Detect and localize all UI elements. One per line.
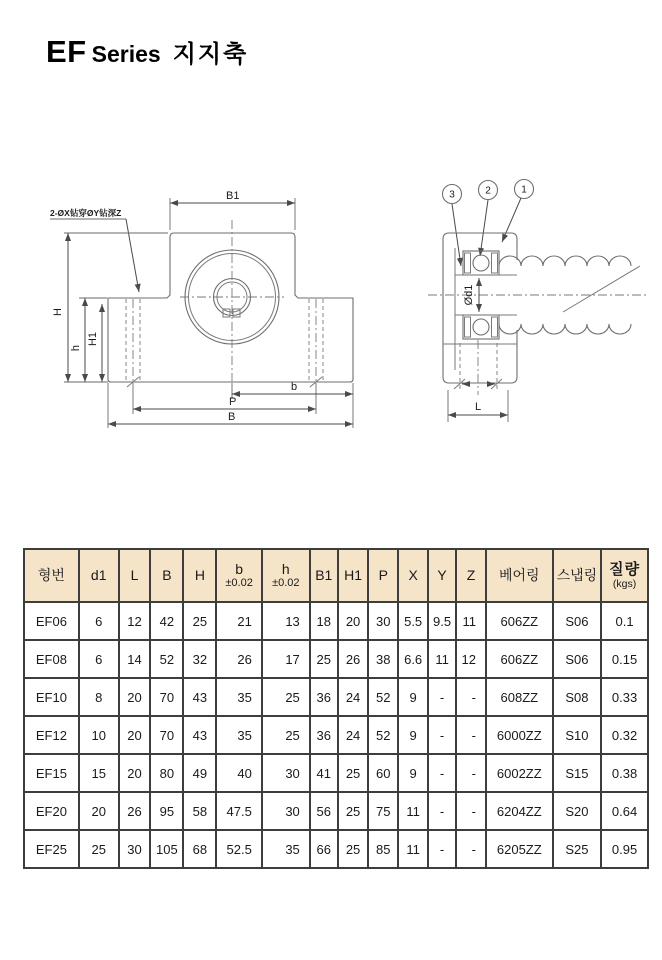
table-row-EF12 bbox=[24, 716, 648, 754]
table-cell: EF20 bbox=[24, 792, 79, 830]
table-cell: 35 bbox=[216, 716, 261, 754]
table-cell: 52 bbox=[368, 678, 398, 716]
column-header-0: 형번 bbox=[24, 549, 79, 602]
table-cell: 6000ZZ bbox=[486, 716, 553, 754]
table-cell: 20 bbox=[119, 754, 151, 792]
table-cell: 49 bbox=[183, 754, 216, 792]
break-line bbox=[563, 266, 640, 312]
table-cell: 20 bbox=[119, 678, 151, 716]
table-cell: 26 bbox=[216, 640, 261, 678]
table-cell: EF15 bbox=[24, 754, 79, 792]
dim-label-P: P bbox=[229, 396, 237, 408]
table-cell: 25 bbox=[262, 678, 310, 716]
table-cell: 70 bbox=[150, 678, 183, 716]
table-cell: 25 bbox=[183, 602, 216, 640]
table-cell: - bbox=[428, 716, 456, 754]
table-cell: 32 bbox=[183, 640, 216, 678]
table-cell: 6205ZZ bbox=[486, 830, 553, 868]
table-cell: 6 bbox=[79, 640, 119, 678]
column-header-9: P bbox=[368, 549, 398, 602]
table-cell: 25 bbox=[79, 830, 119, 868]
table-cell: 105 bbox=[150, 830, 183, 868]
table-cell: 24 bbox=[338, 716, 369, 754]
bearing-seal bbox=[492, 253, 498, 273]
table-cell: 30 bbox=[262, 754, 310, 792]
table-cell: 9 bbox=[398, 716, 428, 754]
bearing-seal bbox=[465, 253, 471, 273]
column-header-5: b ±0.02 bbox=[216, 549, 261, 602]
balloon-2-leader bbox=[480, 200, 488, 256]
table-cell: 0.1 bbox=[601, 602, 648, 640]
table-cell: S06 bbox=[553, 602, 602, 640]
table-cell: 60 bbox=[368, 754, 398, 792]
table-cell: 9 bbox=[398, 754, 428, 792]
dim-label-B1: B1 bbox=[226, 190, 240, 202]
table-cell: 25 bbox=[338, 830, 369, 868]
table-cell: 608ZZ bbox=[486, 678, 553, 716]
table-cell: 25 bbox=[338, 754, 369, 792]
table-cell: 47.5 bbox=[216, 792, 261, 830]
table-cell: 5.5 bbox=[398, 602, 428, 640]
table-cell: 0.32 bbox=[601, 716, 648, 754]
column-header-14: 스냅링 bbox=[553, 549, 602, 602]
table-cell: 18 bbox=[310, 602, 338, 640]
table-cell: 11 bbox=[428, 640, 456, 678]
table-cell: 75 bbox=[368, 792, 398, 830]
column-header-4: H bbox=[183, 549, 216, 602]
table-cell: 36 bbox=[310, 678, 338, 716]
table-cell: EF10 bbox=[24, 678, 79, 716]
table-cell: - bbox=[428, 830, 456, 868]
table-cell: 14 bbox=[119, 640, 151, 678]
table-cell: 58 bbox=[183, 792, 216, 830]
dim-label-L: L bbox=[475, 401, 482, 413]
column-header-13: 베어링 bbox=[486, 549, 553, 602]
drawing-canvas bbox=[0, 160, 662, 460]
table-cell: - bbox=[456, 754, 486, 792]
table-cell: 26 bbox=[119, 792, 151, 830]
table-cell: 42 bbox=[150, 602, 183, 640]
table-cell: 40 bbox=[216, 754, 261, 792]
hole-annotation: 2-ØX钻穿ØY钻深Z bbox=[50, 208, 122, 218]
column-header-12: Z bbox=[456, 549, 486, 602]
table-row-EF08 bbox=[24, 640, 648, 678]
table-cell: 70 bbox=[150, 716, 183, 754]
column-header-10: X bbox=[398, 549, 428, 602]
table-cell: 20 bbox=[338, 602, 369, 640]
table-cell: 0.15 bbox=[601, 640, 648, 678]
table-cell: 38 bbox=[368, 640, 398, 678]
column-header-6: h ±0.02 bbox=[262, 549, 310, 602]
table-row-EF15 bbox=[24, 754, 648, 792]
dim-label-B: B bbox=[228, 411, 236, 423]
title-product: 지지축 bbox=[172, 41, 249, 68]
technical-drawings bbox=[0, 160, 662, 460]
title-brand: EF bbox=[46, 34, 87, 69]
table-cell: 11 bbox=[456, 602, 486, 640]
table-cell: 30 bbox=[119, 830, 151, 868]
table-cell: - bbox=[456, 678, 486, 716]
table-cell: 52 bbox=[368, 716, 398, 754]
table-cell: 30 bbox=[262, 792, 310, 830]
table-cell: 43 bbox=[183, 678, 216, 716]
spec-table bbox=[23, 548, 649, 869]
dim-label-b: b bbox=[291, 381, 298, 393]
dim-label-d1: Ød1 bbox=[463, 284, 475, 306]
table-cell: 68 bbox=[183, 830, 216, 868]
table-cell: S06 bbox=[553, 640, 602, 678]
table-cell: - bbox=[456, 830, 486, 868]
page-title bbox=[46, 34, 248, 70]
column-header-8: H1 bbox=[338, 549, 369, 602]
table-row-EF20 bbox=[24, 792, 648, 830]
annotation-leader bbox=[126, 219, 139, 292]
column-header-1: d1 bbox=[79, 549, 119, 602]
table-cell: 25 bbox=[310, 640, 338, 678]
table-cell: 52 bbox=[150, 640, 183, 678]
table-cell: 66 bbox=[310, 830, 338, 868]
table-cell: 8 bbox=[79, 678, 119, 716]
column-header-2: L bbox=[119, 549, 151, 602]
table-cell: 6.6 bbox=[398, 640, 428, 678]
bearing-ball bbox=[473, 319, 489, 335]
table-row-EF10 bbox=[24, 678, 648, 716]
table-cell: 52.5 bbox=[216, 830, 261, 868]
balloon-2-number: 2 bbox=[485, 185, 491, 197]
screw-shaft-top bbox=[499, 256, 631, 266]
table-cell: 6002ZZ bbox=[486, 754, 553, 792]
title-series: Series bbox=[91, 41, 161, 67]
table-cell: - bbox=[456, 792, 486, 830]
balloon-3-number: 3 bbox=[449, 189, 455, 201]
table-cell: 6204ZZ bbox=[486, 792, 553, 830]
table-cell: S20 bbox=[553, 792, 602, 830]
table-cell: 95 bbox=[150, 792, 183, 830]
table-cell: 11 bbox=[398, 792, 428, 830]
table-cell: 26 bbox=[338, 640, 369, 678]
table-cell: EF12 bbox=[24, 716, 79, 754]
table-cell: 56 bbox=[310, 792, 338, 830]
table-cell: S25 bbox=[553, 830, 602, 868]
table-cell: 9 bbox=[398, 678, 428, 716]
front-view-drawing bbox=[50, 190, 353, 428]
table-cell: 12 bbox=[119, 602, 151, 640]
table-cell: 25 bbox=[262, 716, 310, 754]
balloon-1-number: 1 bbox=[521, 184, 527, 196]
bearing-seal bbox=[465, 317, 471, 337]
column-header-3: B bbox=[150, 549, 183, 602]
column-header-15: 질량 (kgs) bbox=[601, 549, 648, 602]
table-cell: EF08 bbox=[24, 640, 79, 678]
table-cell: 85 bbox=[368, 830, 398, 868]
table-row-EF06 bbox=[24, 602, 648, 640]
bearing-seal bbox=[492, 317, 498, 337]
table-cell: 10 bbox=[79, 716, 119, 754]
table-cell: 30 bbox=[368, 602, 398, 640]
table-cell: - bbox=[428, 754, 456, 792]
table-cell: 0.38 bbox=[601, 754, 648, 792]
table-cell: 606ZZ bbox=[486, 640, 553, 678]
table-cell: S10 bbox=[553, 716, 602, 754]
table-cell: 11 bbox=[398, 830, 428, 868]
table-cell: 13 bbox=[262, 602, 310, 640]
table-cell: S15 bbox=[553, 754, 602, 792]
table-row-EF25 bbox=[24, 830, 648, 868]
balloon-1-leader bbox=[502, 198, 521, 242]
side-view-drawing bbox=[428, 180, 648, 423]
table-cell: 80 bbox=[150, 754, 183, 792]
dim-label-H1: H1 bbox=[87, 331, 99, 347]
table-cell: 36 bbox=[310, 716, 338, 754]
table-cell: 35 bbox=[216, 678, 261, 716]
table-cell: 24 bbox=[338, 678, 369, 716]
table-cell: 0.95 bbox=[601, 830, 648, 868]
table-cell: 9.5 bbox=[428, 602, 456, 640]
balloon-3-leader bbox=[452, 204, 461, 266]
table-header-row bbox=[24, 549, 648, 602]
table-cell: S08 bbox=[553, 678, 602, 716]
screw-shaft-bottom bbox=[499, 324, 631, 334]
table-cell: 0.33 bbox=[601, 678, 648, 716]
dim-label-h: h bbox=[70, 344, 82, 352]
table-cell: 35 bbox=[262, 830, 310, 868]
table-cell: 20 bbox=[119, 716, 151, 754]
dim-label-H: H bbox=[52, 308, 64, 316]
table-cell: 0.64 bbox=[601, 792, 648, 830]
column-header-11: Y bbox=[428, 549, 456, 602]
table-cell: EF25 bbox=[24, 830, 79, 868]
table-cell: - bbox=[428, 792, 456, 830]
table-cell: - bbox=[428, 678, 456, 716]
table-cell: 25 bbox=[338, 792, 369, 830]
table-cell: 12 bbox=[456, 640, 486, 678]
table-cell: 21 bbox=[216, 602, 261, 640]
table-cell: 20 bbox=[79, 792, 119, 830]
table-cell: 43 bbox=[183, 716, 216, 754]
table-cell: 17 bbox=[262, 640, 310, 678]
table-cell: 41 bbox=[310, 754, 338, 792]
table-cell: 15 bbox=[79, 754, 119, 792]
column-header-7: B1 bbox=[310, 549, 338, 602]
table-cell: 606ZZ bbox=[486, 602, 553, 640]
table-cell: - bbox=[456, 716, 486, 754]
table-cell: 6 bbox=[79, 602, 119, 640]
bearing-ball bbox=[473, 255, 489, 271]
table-cell: EF06 bbox=[24, 602, 79, 640]
